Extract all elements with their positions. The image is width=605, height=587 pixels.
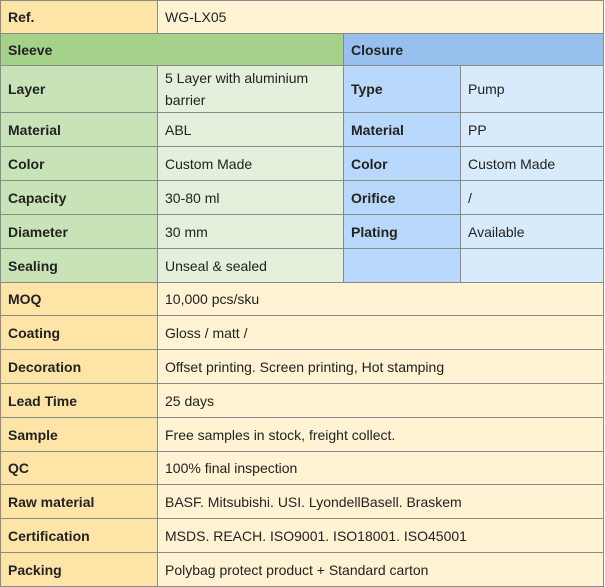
spec-row-diameter xyxy=(1,215,604,249)
general-value: Free samples in stock, freight collect. xyxy=(158,418,604,452)
section-header-row xyxy=(1,34,604,66)
general-value: Gloss / matt / xyxy=(158,316,604,350)
general-value: Offset printing. Screen printing, Hot stamping xyxy=(158,350,604,384)
ref-row xyxy=(1,1,604,34)
general-value: MSDS. REACH. ISO9001. ISO18001. ISO45001 xyxy=(158,519,604,553)
closure-label: Type xyxy=(344,66,461,113)
sleeve-label: Material xyxy=(1,113,158,147)
sleeve-title: Sleeve xyxy=(1,34,344,66)
sleeve-value: 30 mm xyxy=(158,215,344,249)
general-label: Certification xyxy=(1,519,158,553)
sleeve-label: Capacity xyxy=(1,181,158,215)
spec-row-sealing xyxy=(1,249,604,283)
closure-value: Pump xyxy=(461,66,604,113)
closure-label: Material xyxy=(344,113,461,147)
spec-row-color xyxy=(1,147,604,181)
general-label: MOQ xyxy=(1,283,158,316)
ref-value: WG-LX05 xyxy=(158,1,604,34)
spec-row-capacity xyxy=(1,181,604,215)
general-row xyxy=(1,553,604,587)
general-label: Packing xyxy=(1,553,158,587)
ref-label: Ref. xyxy=(1,1,158,34)
closure-label: Color xyxy=(344,147,461,181)
closure-label: Orifice xyxy=(344,181,461,215)
sleeve-label: Color xyxy=(1,147,158,181)
general-value: Polybag protect product + Standard carton xyxy=(158,553,604,587)
general-row xyxy=(1,384,604,418)
closure-value: / xyxy=(461,181,604,215)
sleeve-label: Diameter xyxy=(1,215,158,249)
closure-label: Plating xyxy=(344,215,461,249)
closure-title: Closure xyxy=(344,34,604,66)
sleeve-value: 30-80 ml xyxy=(158,181,344,215)
closure-label-empty xyxy=(344,249,461,283)
general-row xyxy=(1,452,604,485)
closure-value: Available xyxy=(461,215,604,249)
general-value: 25 days xyxy=(158,384,604,418)
sleeve-value: 5 Layer with aluminium barrier xyxy=(158,66,344,113)
spec-row-layer xyxy=(1,66,604,113)
general-label: QC xyxy=(1,452,158,485)
general-row xyxy=(1,316,604,350)
general-row xyxy=(1,519,604,553)
general-value: 100% final inspection xyxy=(158,452,604,485)
sleeve-label: Layer xyxy=(1,66,158,113)
general-row xyxy=(1,485,604,519)
general-row xyxy=(1,350,604,384)
spec-row-material xyxy=(1,113,604,147)
closure-value-empty xyxy=(461,249,604,283)
closure-value: PP xyxy=(461,113,604,147)
sleeve-label: Sealing xyxy=(1,249,158,283)
general-label: Sample xyxy=(1,418,158,452)
general-row xyxy=(1,418,604,452)
sleeve-value: ABL xyxy=(158,113,344,147)
general-label: Coating xyxy=(1,316,158,350)
general-label: Lead Time xyxy=(1,384,158,418)
general-label: Decoration xyxy=(1,350,158,384)
general-value: BASF. Mitsubishi. USI. LyondellBasell. Braskem xyxy=(158,485,604,519)
general-value: 10,000 pcs/sku xyxy=(158,283,604,316)
closure-value: Custom Made xyxy=(461,147,604,181)
sleeve-value: Unseal & sealed xyxy=(158,249,344,283)
sleeve-value: Custom Made xyxy=(158,147,344,181)
general-row xyxy=(1,283,604,316)
general-label: Raw material xyxy=(1,485,158,519)
